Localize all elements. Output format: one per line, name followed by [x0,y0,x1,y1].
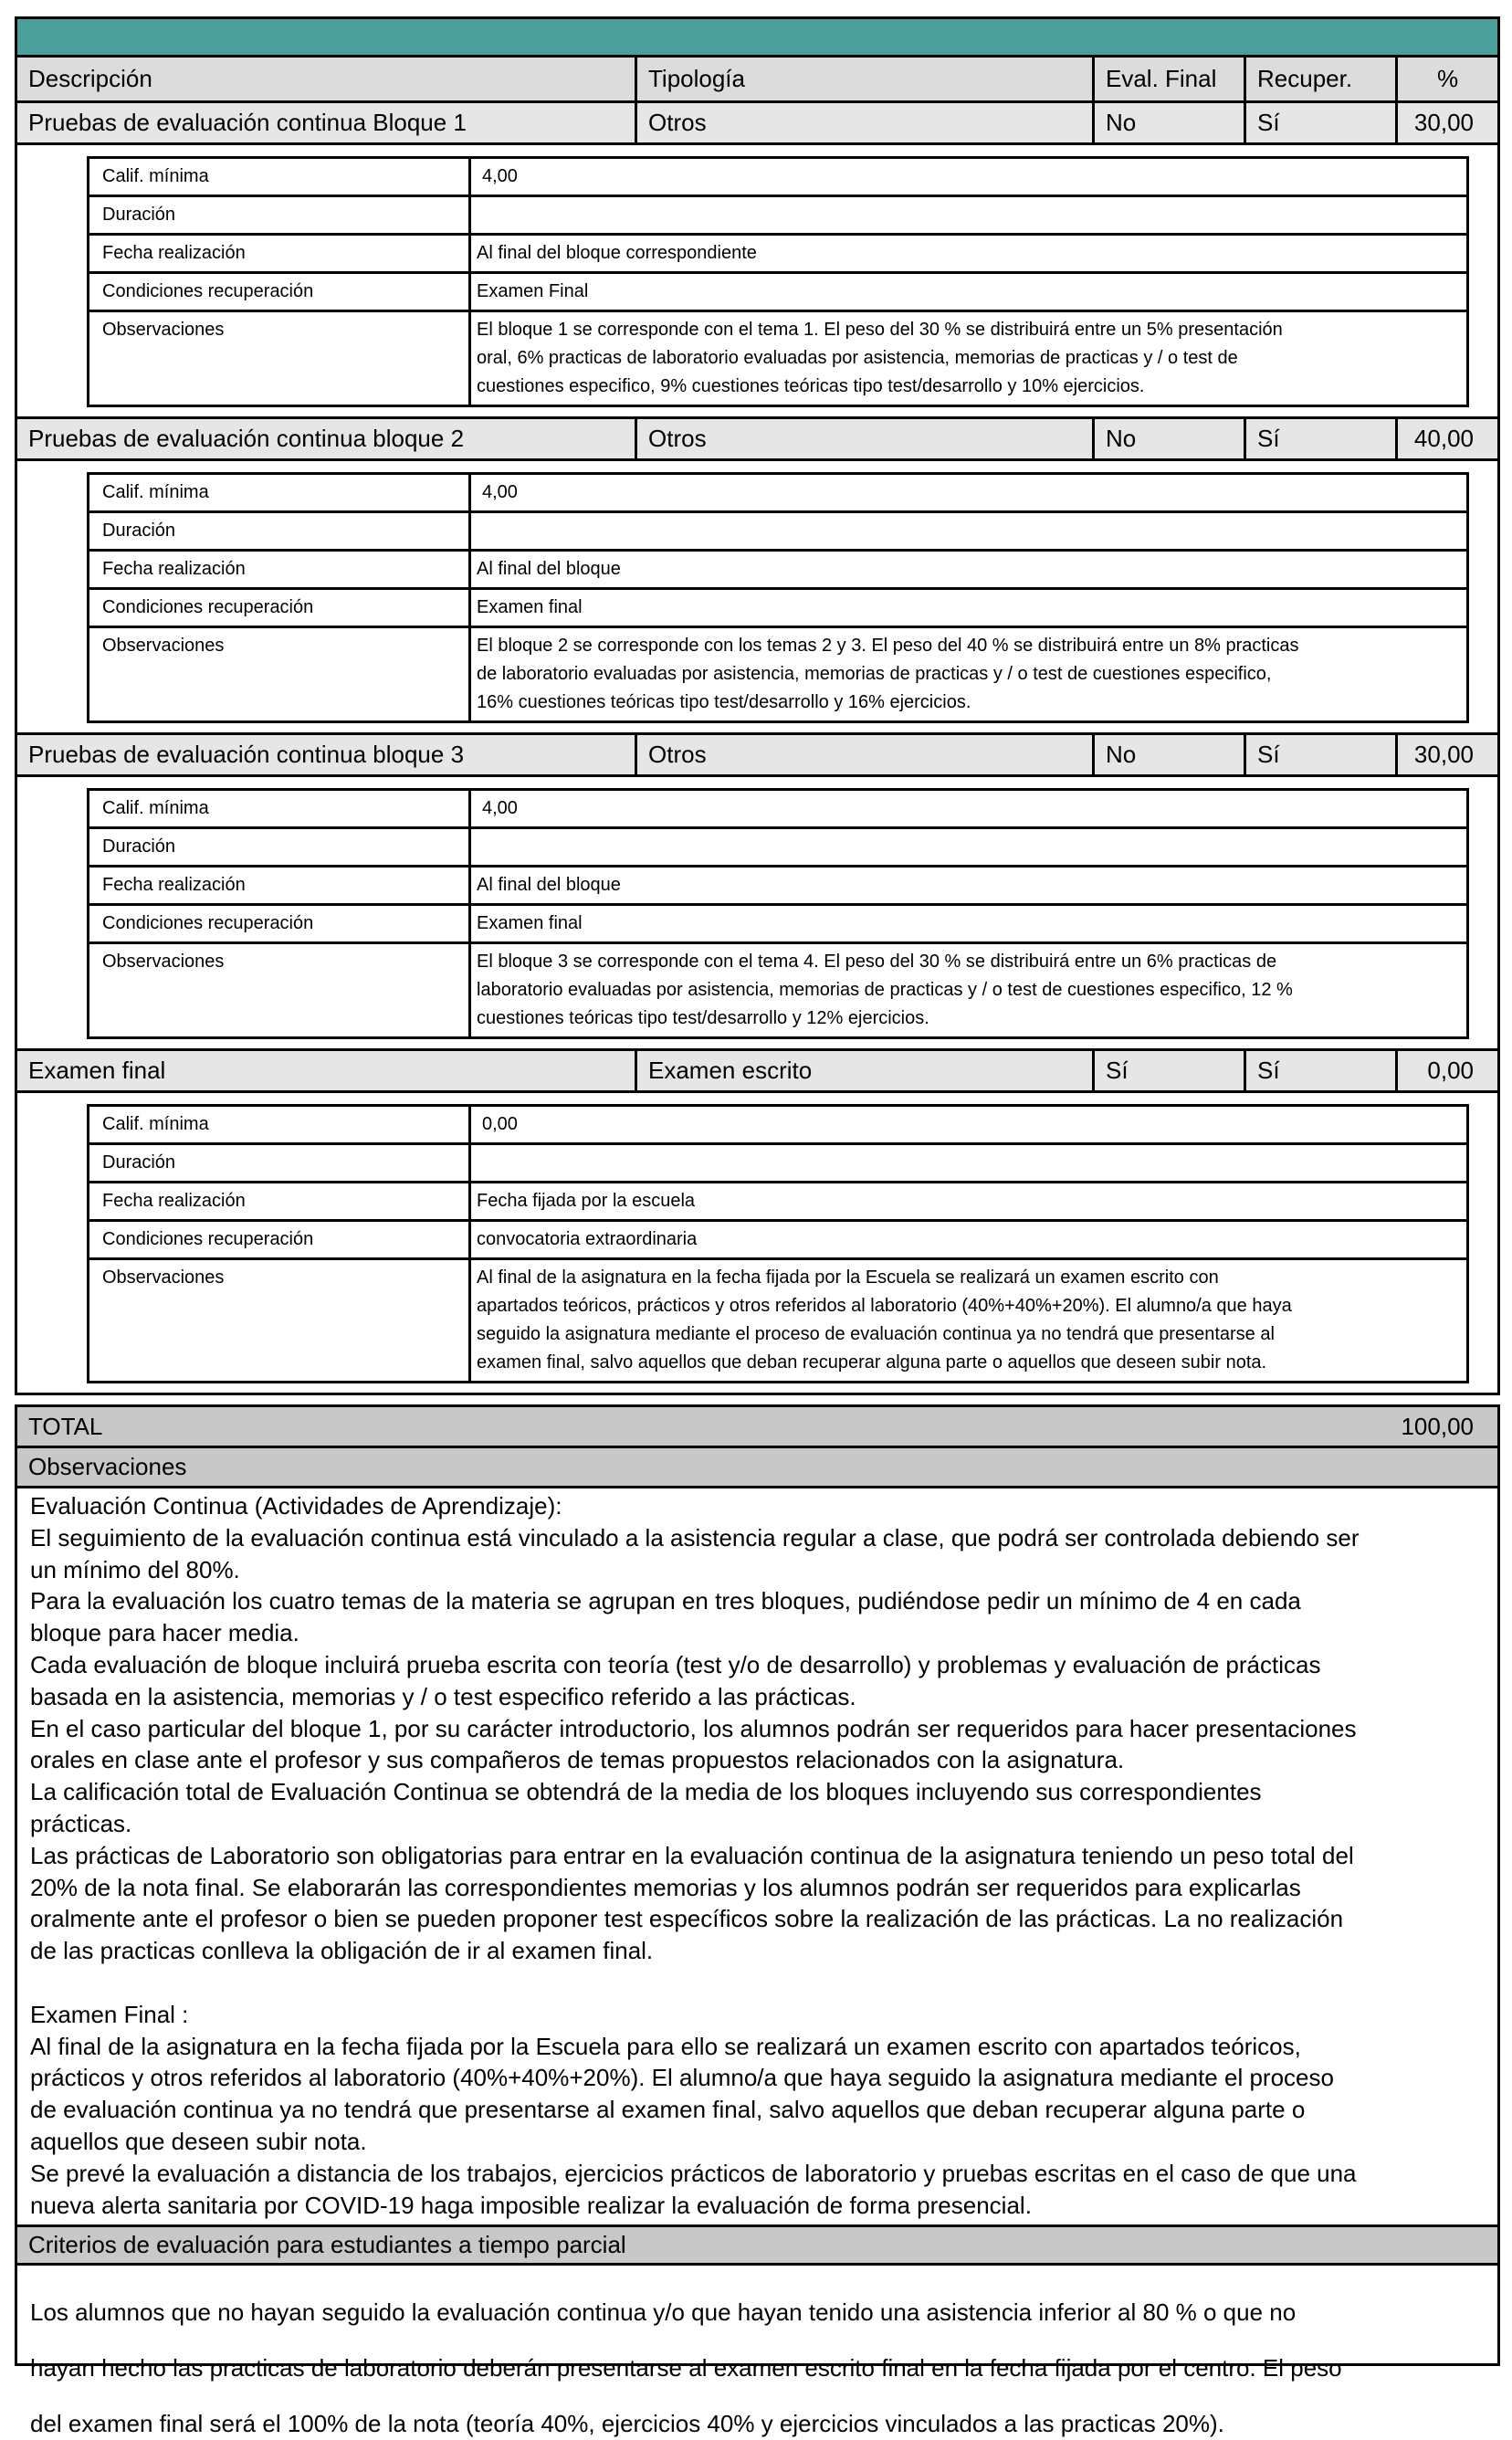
assessment-detail-wrap [15,461,1500,735]
criterios-line: Los alumnos que no hayan seguido la evaluación continua y/o que hayan tenido una asistencia inferior al 80 % o que no [30,2298,1297,2327]
value-condiciones-recuperacion: Examen final [477,597,583,617]
observaciones-line: orales en clase ante el profesor y sus compañeros de temas propuestos relacionados con la asignatura. [30,1746,1125,1774]
value-duracion [471,513,1466,549]
observaciones-line: de evaluación continua ya no tendrá que presentarse al examen final, salvo aquellos que deban recuperar alguna parte o [30,2096,1306,2124]
assessment-block [15,735,1500,1051]
label-fecha-realizacion: Fecha realización [89,552,471,587]
label-condiciones-recuperacion: Condiciones recuperación [89,1222,471,1257]
criterios-body [15,2266,1500,2438]
assessment-tipologia: Otros [637,735,1095,774]
assessment-recuper: Sí [1246,735,1398,774]
assessment-detail [87,156,1469,407]
assessment-pct: 0,00 [1427,1057,1474,1084]
assessment-row [15,1051,1500,1093]
assessment-detail [87,788,1469,1039]
assessment-block [15,103,1500,419]
observacion-line: oral, 6% practicas de laboratorio evaluadas por asistencia, memorias de practicas y / o test de [477,348,1238,368]
assessment-eval-final: No [1095,103,1246,142]
assessment-pct: 30,00 [1413,741,1474,768]
observacion-line: 16% cuestiones teóricas tipo test/desarrollo y 16% ejercicios. [477,692,971,712]
header-eval-final: Eval. Final [1095,58,1246,100]
label-condiciones-recuperacion: Condiciones recuperación [89,906,471,941]
observacion-line: de laboratorio evaluadas por asistencia, memorias de practicas y / o test de cuestiones especifico, [477,664,1272,684]
label-calif-minima: Calif. mínima [89,791,471,826]
value-calif-minima: 4,00 [482,798,518,818]
assessment-recuper: Sí [1246,419,1398,458]
value-calif-minima: 4,00 [482,166,518,186]
criterios-line: hayan hecho las practicas de laboratorio deberán presentarse al examen escrito final en la fecha fijada por el centro. El peso [30,2354,1342,2382]
assessment-row [15,735,1500,777]
observacion-line: El bloque 3 se corresponde con el tema 4. El peso del 30 % se distribuirá entre un 6% practicas de [477,952,1277,972]
observacion-line: seguido la asignatura mediante el proceso de evaluación continua ya no tendrá que presentarse al [477,1324,1275,1344]
value-duracion [471,1145,1466,1181]
assessment-tipologia: Otros [637,419,1095,458]
label-fecha-realizacion: Fecha realización [89,868,471,903]
observaciones-line: de las practicas conlleva la obligación de ir al examen final. [30,1937,654,1965]
total-value: 100,00 [1401,1412,1474,1440]
observacion-line: cuestiones teóricas tipo test/desarrollo y 12% ejercicios. [477,1008,929,1028]
value-fecha-realizacion: Fecha fijada por la escuela [477,1191,696,1211]
evaluation-page [15,16,1500,2438]
label-observaciones: Observaciones [89,944,471,1036]
assessment-pct: 40,00 [1413,425,1474,452]
value-observaciones [471,944,1466,1036]
assessment-detail-wrap [15,1093,1500,1395]
assessment-row [15,103,1500,145]
observaciones-line: prácticas. [30,1809,132,1837]
assessment-block [15,419,1500,735]
observacion-line: El bloque 1 se corresponde con el tema 1. El peso del 30 % se distribuirá entre un 5% presentación [477,320,1283,340]
header-descripcion: Descripción [17,58,637,100]
value-duracion [471,197,1466,233]
label-condiciones-recuperacion: Condiciones recuperación [89,274,471,310]
observaciones-line: un mínimo del 80%. [30,1555,240,1583]
value-calif-minima: 4,00 [482,482,518,502]
label-observaciones: Observaciones [89,1260,471,1381]
value-condiciones-recuperacion: Examen final [477,913,583,933]
value-condiciones-recuperacion: Examen Final [477,281,589,301]
header-tipologia: Tipología [637,58,1095,100]
total-label: TOTAL [28,1412,103,1440]
observaciones-line: basada en la asistencia, memorias y / o test especifico referido a las prácticas. [30,1682,856,1710]
observacion-line: Al final de la asignatura en la fecha fijada por la Escuela se realizará un examen escrito con [477,1267,1219,1288]
value-condiciones-recuperacion: convocatoria extraordinaria [477,1229,698,1249]
label-observaciones: Observaciones [89,628,471,720]
observaciones-line: Se prevé la evaluación a distancia de los trabajos, ejercicios prácticos de laboratorio y pruebas escritas en el caso de que una [30,2159,1357,2187]
criterios-line: del examen final será el 100% de la nota (teoría 40%, ejercicios 40% y ejercicios vinculados a las practicas 20%). [30,2410,1224,2438]
observacion-line: examen final, salvo aquellos que deban recuperar alguna parte o aquellos que deseen subir nota. [477,1352,1267,1372]
table-header [15,58,1500,103]
label-fecha-realizacion: Fecha realización [89,1183,471,1219]
assessment-detail [87,472,1469,723]
observaciones-line: aquellos que deseen subir nota. [30,2127,367,2155]
assessment-eval-final: No [1095,419,1246,458]
assessment-pct: 30,00 [1413,109,1474,136]
label-duracion: Duración [89,829,471,865]
title-bar [15,16,1500,58]
total-row [15,1404,1500,1448]
observacion-line: laboratorio evaluadas por asistencia, memorias de practicas y / o test de cuestiones especifico, 12 % [477,980,1293,1000]
assessment-eval-final: No [1095,735,1246,774]
value-fecha-realizacion: Al final del bloque correspondiente [477,243,757,263]
observaciones-line: Al final de la asignatura en la fecha fijada por la Escuela para ello se realizará un examen escrito con apartados teóricos, [30,2032,1301,2060]
observaciones-line: nueva alerta sanitaria por COVID-19 haga imposible realizar la evaluación de forma presencial. [30,2191,1032,2219]
observaciones-line: 20% de la nota final. Se elaborarán las correspondientes memorias y los alumnos podrán ser requeridos para explicarlas [30,1873,1301,1901]
value-duracion [471,829,1466,865]
value-fecha-realizacion: Al final del bloque [477,875,621,895]
observacion-line: apartados teóricos, prácticos y otros referidos al laboratorio (40%+40%+20%). El alumno/a que haya [477,1296,1292,1316]
label-duracion: Duración [89,1145,471,1181]
assessment-eval-final: Sí [1095,1051,1246,1090]
observaciones-line: Para la evaluación los cuatro temas de la materia se agrupan en tres bloques, pudiéndose pedir un mínimo de 4 en cada [30,1587,1301,1615]
assessment-descripcion: Examen final [17,1051,637,1090]
observaciones-line: En el caso particular del bloque 1, por su carácter introductorio, los alumnos podrán ser requeridos para hacer presentaciones [30,1714,1357,1742]
criterios-header: Criterios de evaluación para estudiantes a tiempo parcial [15,2227,1500,2266]
assessment-row [15,419,1500,461]
value-observaciones [471,628,1466,720]
label-calif-minima: Calif. mínima [89,1107,471,1142]
assessment-descripcion: Pruebas de evaluación continua Bloque 1 [17,103,637,142]
header-pct: % [1436,65,1459,92]
observaciones-line: Examen Final : [30,2000,189,2028]
assessment-tipologia: Examen escrito [637,1051,1095,1090]
label-fecha-realizacion: Fecha realización [89,236,471,271]
value-fecha-realizacion: Al final del bloque [477,559,621,579]
observaciones-body [15,1488,1500,2227]
assessment-block [15,1051,1500,1395]
observaciones-line [30,1967,1486,1999]
assessment-detail-wrap [15,145,1500,419]
observaciones-line: bloque para hacer media. [30,1619,299,1647]
observaciones-line: oralmente ante el profesor o bien se pueden proponer test específicos sobre la realización de las prácticas. La no realización [30,1905,1344,1933]
observaciones-header: Observaciones [15,1448,1500,1488]
value-observaciones [471,1260,1466,1381]
label-calif-minima: Calif. mínima [89,159,471,195]
assessment-tipologia: Otros [637,103,1095,142]
observaciones-line: prácticos y otros referidos al laboratorio (40%+40%+20%). El alumno/a que haya seguido la asignatura mediante el proceso [30,2064,1334,2092]
observaciones-line: El seguimiento de la evaluación continua está vinculado a la asistencia regular a clase, que podrá ser controlada debiendo ser [30,1523,1360,1551]
observaciones-line: Las prácticas de Laboratorio son obligatorias para entrar en la evaluación continua de la asignatura teniendo un peso total del [30,1841,1354,1869]
assessment-recuper: Sí [1246,1051,1398,1090]
label-duracion: Duración [89,513,471,549]
label-observaciones: Observaciones [89,312,471,405]
assessment-descripcion: Pruebas de evaluación continua bloque 2 [17,419,637,458]
label-duracion: Duración [89,197,471,233]
value-calif-minima: 0,00 [482,1114,518,1134]
observacion-line: El bloque 2 se corresponde con los temas 2 y 3. El peso del 40 % se distribuirá entre un 8% practicas [477,636,1299,656]
assessment-recuper: Sí [1246,103,1398,142]
observaciones-line: Evaluación Continua (Actividades de Aprendizaje): [30,1492,562,1520]
observacion-line: cuestiones especifico, 9% cuestiones teóricas tipo test/desarrollo y 10% ejercicios. [477,376,1145,396]
observaciones-line: La calificación total de Evaluación Continua se obtendrá de la media de los bloques incluyendo sus correspondientes [30,1778,1262,1806]
observaciones-line: Cada evaluación de bloque incluirá prueba escrita con teoría (test y/o de desarrollo) y problemas y evaluación de prácticas [30,1650,1321,1678]
assessment-detail [87,1104,1469,1383]
assessment-detail-wrap [15,777,1500,1051]
value-observaciones [471,312,1466,405]
label-condiciones-recuperacion: Condiciones recuperación [89,590,471,626]
assessment-descripcion: Pruebas de evaluación continua bloque 3 [17,735,637,774]
header-recuper: Recuper. [1246,58,1398,100]
label-calif-minima: Calif. mínima [89,475,471,510]
